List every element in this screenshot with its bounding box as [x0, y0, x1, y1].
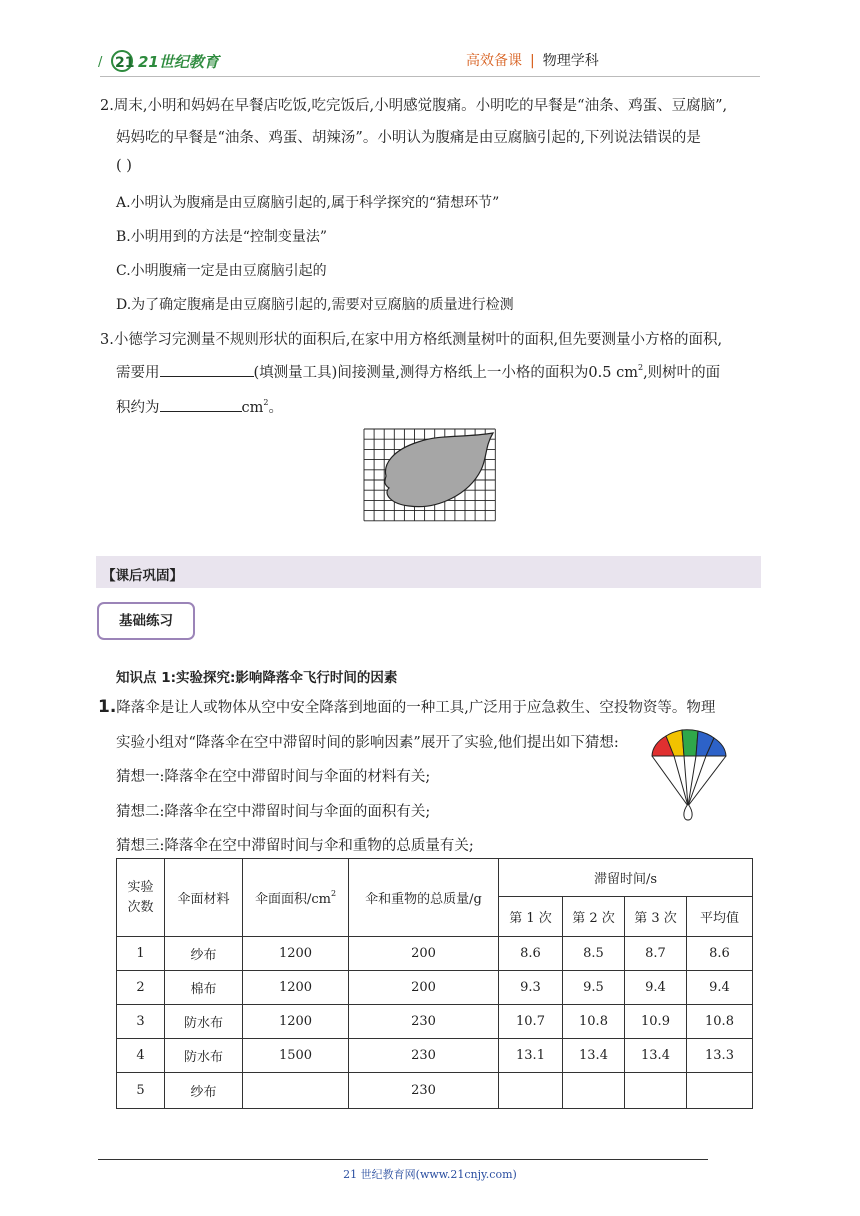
table-row: [117, 971, 753, 1005]
table-cell: [687, 1073, 753, 1109]
table-cell: 纱布: [165, 937, 243, 971]
table-cell: 1500: [243, 1039, 349, 1073]
leaf-shape: [385, 433, 493, 507]
svg-text:/: /: [98, 55, 103, 70]
table-cell: 200: [349, 937, 499, 971]
table-cell: 9.5: [563, 971, 625, 1005]
basic-practice-button[interactable]: 基础练习: [97, 602, 195, 640]
q3-line3: 积约为 $cm^2$。: [116, 398, 283, 416]
table-cell: 2: [117, 971, 165, 1005]
header-time: 滞留时间/s: [499, 859, 753, 897]
table-cell: [243, 1073, 349, 1109]
q3-line1: 3.小德学习完测量不规则形状的面积后,在家中用方格纸测量树叶的面积,但先要测量小方格的面积,: [100, 332, 723, 348]
table-cell: 9.4: [687, 971, 753, 1005]
table-cell: 1: [117, 937, 165, 971]
q1-guess-1: 猜想一:降落伞在空中滞留时间与伞面的材料有关;: [116, 769, 431, 785]
header-mass: 伞和重物的总质量/g: [349, 859, 499, 937]
table-cell: 10.8: [563, 1005, 625, 1039]
logo-21cnjy: [98, 48, 228, 74]
parachute-illustration: [648, 728, 730, 822]
header-title: 高效备课 | 物理学科: [466, 53, 599, 69]
q2-option-d: D.为了确定腹痛是由豆腐脑引起的,需要对豆腐脑的质量进行检测: [116, 297, 514, 313]
table-cell: 5: [117, 1073, 165, 1109]
table-cell: [499, 1073, 563, 1109]
header-brand: 高效备课: [466, 53, 522, 69]
table-cell: 13.4: [563, 1039, 625, 1073]
table-cell: [563, 1073, 625, 1109]
table-cell: 230: [349, 1073, 499, 1109]
table-cell: 8.7: [625, 937, 687, 971]
header-material: 伞面材料: [165, 859, 243, 937]
header-divider: [100, 76, 760, 77]
header-subject: 物理学科: [542, 53, 599, 69]
header-trial-3: 第 3 次: [625, 897, 687, 937]
q3-line2: 需要用 (填测量工具)间接测量,测得方格纸上一小格的面积为0.5 $cm^2$,则树叶的面: [116, 363, 721, 381]
header-index: 实验 次数: [117, 859, 165, 937]
table-cell: 230: [349, 1005, 499, 1039]
table-cell: 防水布: [165, 1039, 243, 1073]
q3-blank-area[interactable]: [160, 397, 242, 412]
q1-guess-3: 猜想三:降落伞在空中滞留时间与伞和重物的总质量有关;: [116, 838, 474, 854]
table-cell: [625, 1073, 687, 1109]
table-cell: 1200: [243, 971, 349, 1005]
section-title: 【课后巩固】: [102, 568, 183, 584]
q2-answer-bracket: ( ): [116, 158, 132, 174]
table-cell: 9.4: [625, 971, 687, 1005]
q2-option-a: A.小明认为腹痛是由豆腐脑引起的,属于科学探究的“猜想环节”: [116, 195, 500, 211]
q3-blank-tool[interactable]: [160, 362, 254, 377]
table-cell: 3: [117, 1005, 165, 1039]
q2-option-b: B.小明用到的方法是“控制变量法”: [116, 229, 328, 245]
footer-divider: [98, 1159, 708, 1160]
table-row: [117, 1073, 753, 1109]
table-cell: 200: [349, 971, 499, 1005]
header-trial-1: 第 1 次: [499, 897, 563, 937]
table-cell: 纱布: [165, 1073, 243, 1109]
header-trial-2: 第 2 次: [563, 897, 625, 937]
section-band: [96, 556, 761, 588]
q2-line2: 妈妈吃的早餐是“油条、鸡蛋、胡辣汤”。小明认为腹痛是由豆腐脑引起的,下列说法错误的是: [116, 130, 701, 146]
table-row: [117, 937, 753, 971]
table-row: [117, 1039, 753, 1073]
svg-text:21世纪教育: 21世纪教育: [138, 53, 219, 71]
q2-line1: 2.周末,小明和妈妈在早餐店吃饭,吃完饭后,小明感觉腹痛。小明吃的早餐是“油条、鸡蛋、豆腐脑”,: [100, 98, 728, 114]
table-cell: 13.3: [687, 1039, 753, 1073]
q1-line1: 1.降落伞是让人或物体从空中安全降落到地面的一种工具,广泛用于应急救生、空投物资等。物理: [98, 697, 716, 717]
leaf-grid-figure: [363, 428, 497, 524]
q1-line2: 实验小组对“降落伞在空中滞留时间的影响因素”展开了实验,他们提出如下猜想:: [116, 735, 619, 751]
table-cell: 13.4: [625, 1039, 687, 1073]
q1-number: 1.: [98, 697, 117, 717]
svg-text:21: 21: [115, 55, 135, 71]
table-row: [117, 1005, 753, 1039]
q2-option-c: C.小明腹痛一定是由豆腐脑引起的: [116, 263, 327, 279]
table-cell: 9.3: [499, 971, 563, 1005]
table-cell: 8.6: [687, 937, 753, 971]
table-cell: 1200: [243, 1005, 349, 1039]
table-cell: 4: [117, 1039, 165, 1073]
table-cell: 防水布: [165, 1005, 243, 1039]
table-cell: 10.7: [499, 1005, 563, 1039]
header-average: 平均值: [687, 897, 753, 937]
table-cell: 230: [349, 1039, 499, 1073]
q1-guess-2: 猜想二:降落伞在空中滞留时间与伞面的面积有关;: [116, 804, 431, 820]
table-cell: 10.8: [687, 1005, 753, 1039]
header-area: 伞面面积$/cm^2$: [243, 859, 349, 937]
knowledge-point-title: 知识点 1:实验探究:影响降落伞飞行时间的因素: [116, 670, 398, 686]
table-cell: 8.6: [499, 937, 563, 971]
table-cell: 13.1: [499, 1039, 563, 1073]
table-cell: 10.9: [625, 1005, 687, 1039]
table-cell: 8.5: [563, 937, 625, 971]
footer-link[interactable]: 21 世纪教育网(www.21cnjy.com): [343, 1168, 517, 1181]
table-cell: 1200: [243, 937, 349, 971]
experiment-table: [116, 858, 753, 1109]
table-cell: 棉布: [165, 971, 243, 1005]
